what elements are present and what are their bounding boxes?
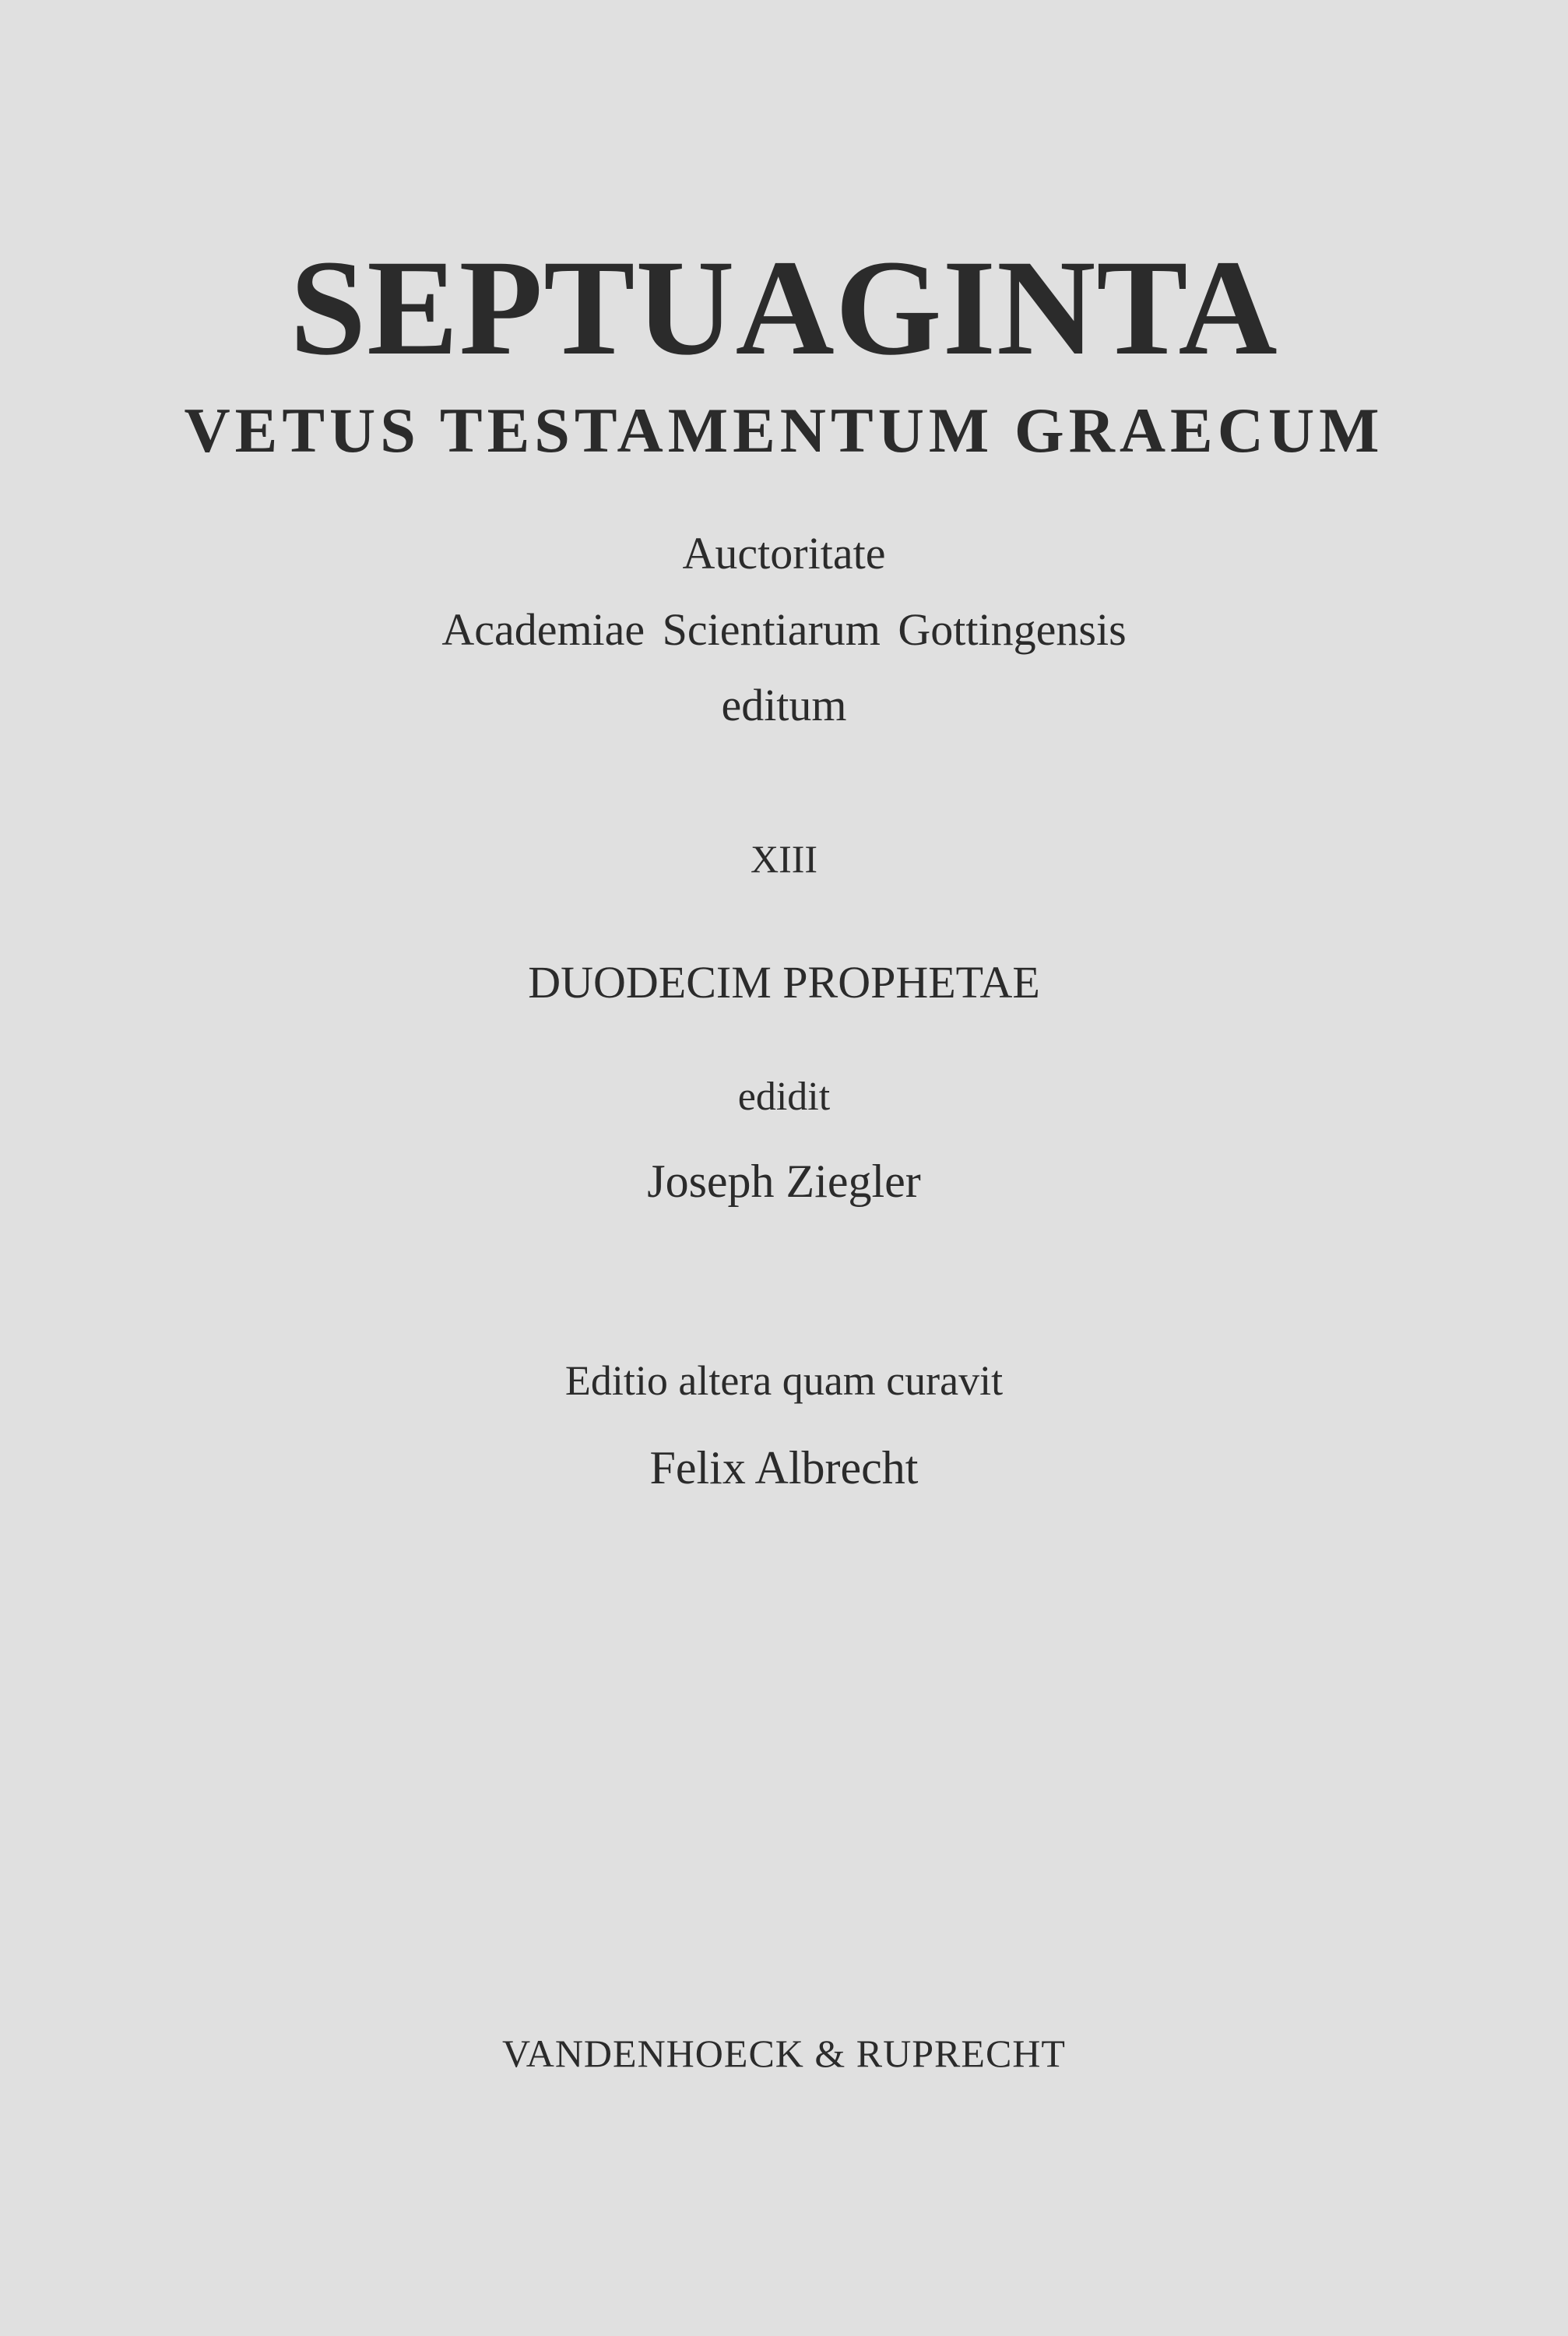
publisher-name: VANDENHOECK & RUPRECHT xyxy=(502,2032,1066,2075)
book-title: DUODECIM PROPHETAE xyxy=(528,957,1040,1008)
edited-label: edidit xyxy=(737,1075,831,1119)
series-subtitle: VETUS TESTAMENTUM GRAECUM xyxy=(184,395,1384,466)
second-edition-label: Editio altera quam curavit xyxy=(564,1357,1004,1404)
editor-name: Joseph Ziegler xyxy=(647,1156,921,1207)
authority-line-1: Auctoritate xyxy=(682,528,886,579)
authority-line-2: Academiae Scientiarum Gottingensis xyxy=(441,604,1127,655)
second-edition-editor: Felix Albrecht xyxy=(649,1442,919,1493)
volume-number: XIII xyxy=(750,837,818,881)
series-title: SEPTUAGINTA xyxy=(290,232,1278,384)
authority-line-3: editum xyxy=(721,680,847,730)
